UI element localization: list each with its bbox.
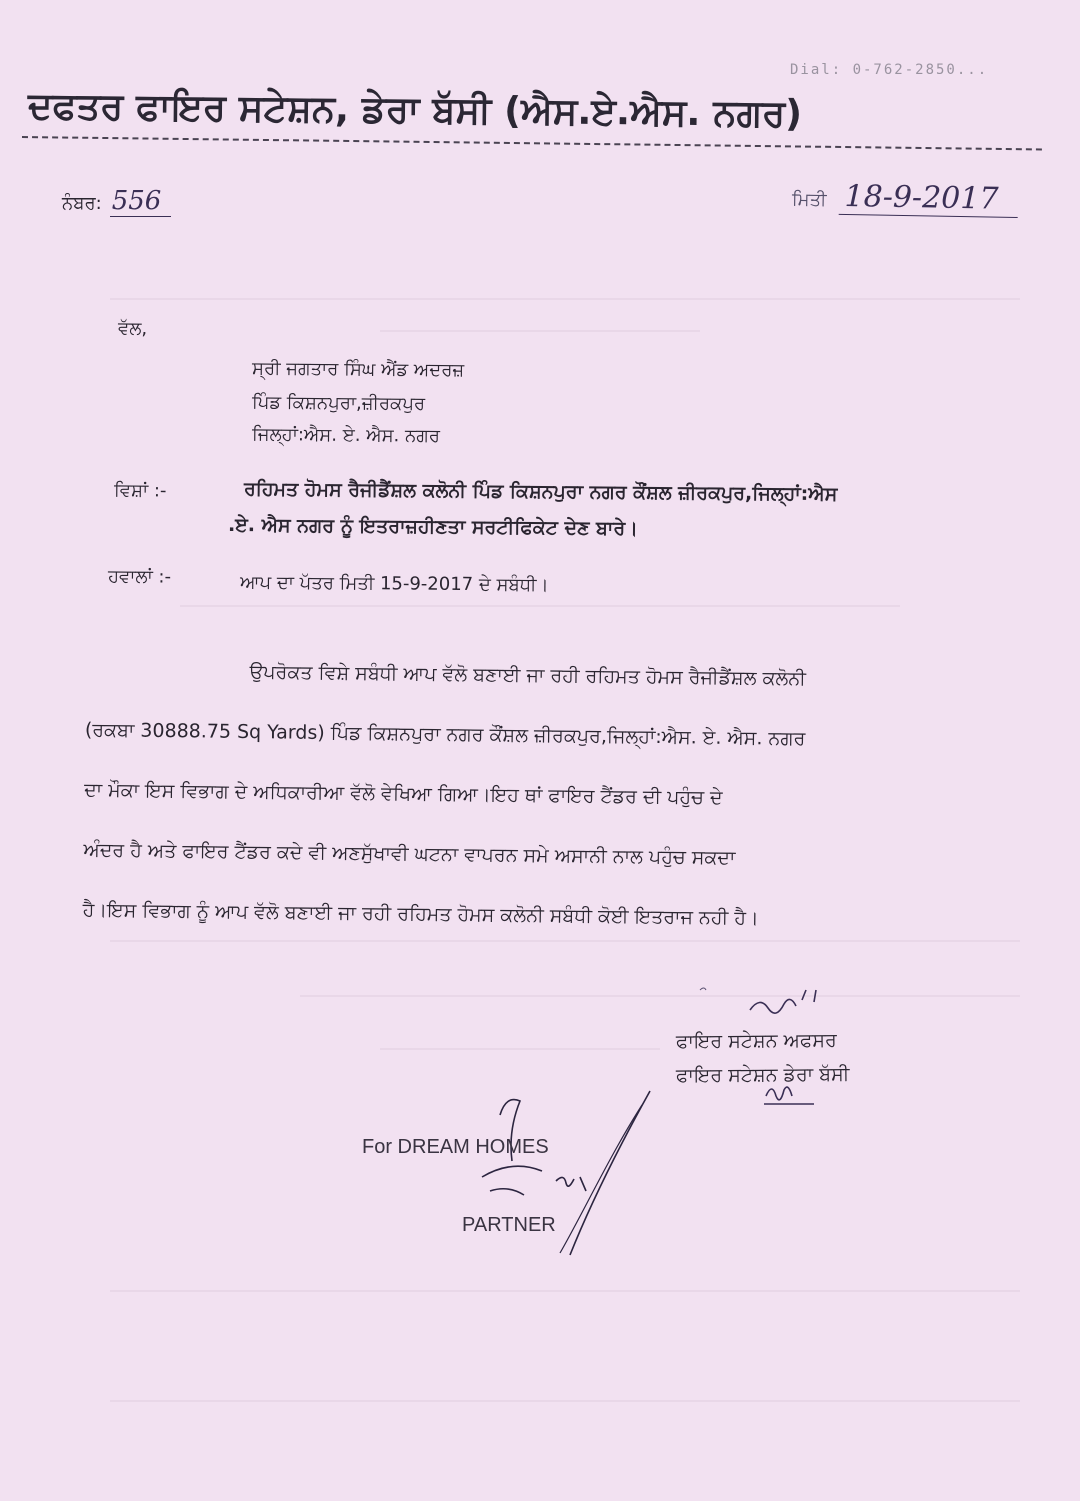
reference-number <box>62 186 171 216</box>
body-line: (ਰਕਬਾ 30888.75 Sq Yards) ਪਿੰਡ ਕਿਸ਼ਨਪੁਰਾ ਨਗਰ ਕੌਂਸ਼ਲ ਜ਼ੀਰਕਪੁਰ,ਜਿਲ੍ਹਾਂ:ਐਸ. ਏ. ਐਸ. ਨਗਰ <box>84 718 806 750</box>
salutation: ਵੱਲ, <box>117 318 148 340</box>
letter-date <box>792 178 1019 217</box>
body-line: ਉਪਰੋਕਤ ਵਿਸ਼ੇ ਸਬੰਧੀ ਆਪ ਵੱਲੋ ਬਣਾਈ ਜਾ ਰਹੀ ਰਹਿਮਤ ਹੋਮਸ ਰੈਜੀਡੈਂਸ਼ਲ ਕਲੋਨੀ <box>249 661 807 690</box>
addressee-line: ਜਿਲ੍ਹਾਂ:ਐਸ. ਏ. ਐਸ. ਨਗਰ <box>251 424 441 447</box>
letter-body <box>82 640 966 951</box>
bleed-through-line <box>110 298 1020 300</box>
bleed-through-line <box>380 1048 660 1050</box>
subject-line: .ਏ. ਐਸ ਨਗਰ ਨੂੰ ਇਤਰਾਜ਼ਹੀਣਤਾ ਸਰਟੀਫਿਕੇਟ ਦੇਣ ਬਾਰੇ। <box>227 514 639 540</box>
letterhead-rule <box>22 136 1042 150</box>
phone-number: Dial: 0-762-2850... <box>790 62 989 78</box>
subject-label: ਵਿਸ਼ਾਂ :- <box>113 480 167 502</box>
date-label: ਮਿਤੀ <box>791 189 827 211</box>
number-value: 556 <box>110 186 172 217</box>
company-endorsement: For DREAM HOMES <box>362 1136 549 1158</box>
officer-initials <box>762 1078 822 1108</box>
date-value: 18-9-2017 <box>838 179 1018 218</box>
officer-office: ਫਾਇਰ ਸਟੇਸ਼ਨ ਡੇਰਾ ਬੱਸੀ <box>675 1063 850 1087</box>
bleed-through-line <box>110 1400 1020 1402</box>
partner-role: PARTNER <box>462 1214 556 1236</box>
reference-label: ਹਵਾਲਾਂ :- <box>107 566 172 588</box>
officer-designation: ਫਾਇਰ ਸਟੇਸ਼ਨ ਅਫਸਰ <box>675 1029 837 1053</box>
number-label: ਨੰਬਰ: <box>62 193 102 214</box>
subject-line: ਰਹਿਮਤ ਹੋਮਸ ਰੈਜੀਡੈਂਸ਼ਲ ਕਲੋਨੀ ਪਿੰਡ ਕਿਸ਼ਨਪੁਰਾ ਨਗਰ ਕੌਂਸ਼ਲ ਜ਼ੀਰਕਪੁਰ,ਜਿਲ੍ਹਾਂ:ਐਸ <box>243 478 838 506</box>
reference-text: ਆਪ ਦਾ ਪੱਤਰ ਮਿਤੀ 15-9-2017 ਦੇ ਸਬੰਧੀ। <box>239 572 549 596</box>
bleed-through-line <box>180 605 900 607</box>
body-line: ਹੈ।ਇਸ ਵਿਭਾਗ ਨੂੰ ਆਪ ਵੱਲੋ ਬਣਾਈ ਜਾ ਰਹੀ ਰਹਿਮਤ ਹੋਮਸ ਕਲੋਨੀ ਸਬੰਧੀ ਕੋਈ ਇਤਰਾਜ ਨਹੀ ਹੈ। <box>82 898 759 930</box>
bleed-through-line <box>110 1290 1020 1292</box>
body-line: ਦਾ ਮੌਕਾ ਇਸ ਵਿਭਾਗ ਦੇ ਅਧਿਕਾਰੀਆ ਵੱਲੋ ਵੇਖਿਆ ਗਿਆ।ਇਹ ਥਾਂ ਫਾਇਰ ਟੈਂਡਰ ਦੀ ਪਹੁੰਚ ਦੇ <box>84 778 723 809</box>
body-line: ਅੰਦਰ ਹੈ ਅਤੇ ਫਾਇਰ ਟੈਂਡਰ ਕਦੇ ਵੀ ਅਣਸੁੱਖਾਵੀ ਘਟਨਾ ਵਾਪਰਨ ਸਮੇ ਅਸਾਨੀ ਨਾਲ ਪਹੁੰਚ ਸਕਦਾ <box>83 838 736 869</box>
addressee-line: ਪਿੰਡ ਕਿਸ਼ਨਪੁਰਾ,ਜ਼ੀਰਕਪੁਰ <box>251 392 426 415</box>
office-letterhead: ਦਫਤਰ ਫਾਇਰ ਸਟੇਸ਼ਨ, ਡੇਰਾ ਬੱਸੀ (ਐਸ.ਏ.ਐਸ. ਨਗਰ) <box>27 84 803 136</box>
bleed-through-line <box>380 330 700 332</box>
addressee-line: ਸ੍ਰੀ ਜਗਤਾਰ ਸਿੰਘ ਐਂਡ ਅਦਰਜ਼ <box>251 358 465 381</box>
